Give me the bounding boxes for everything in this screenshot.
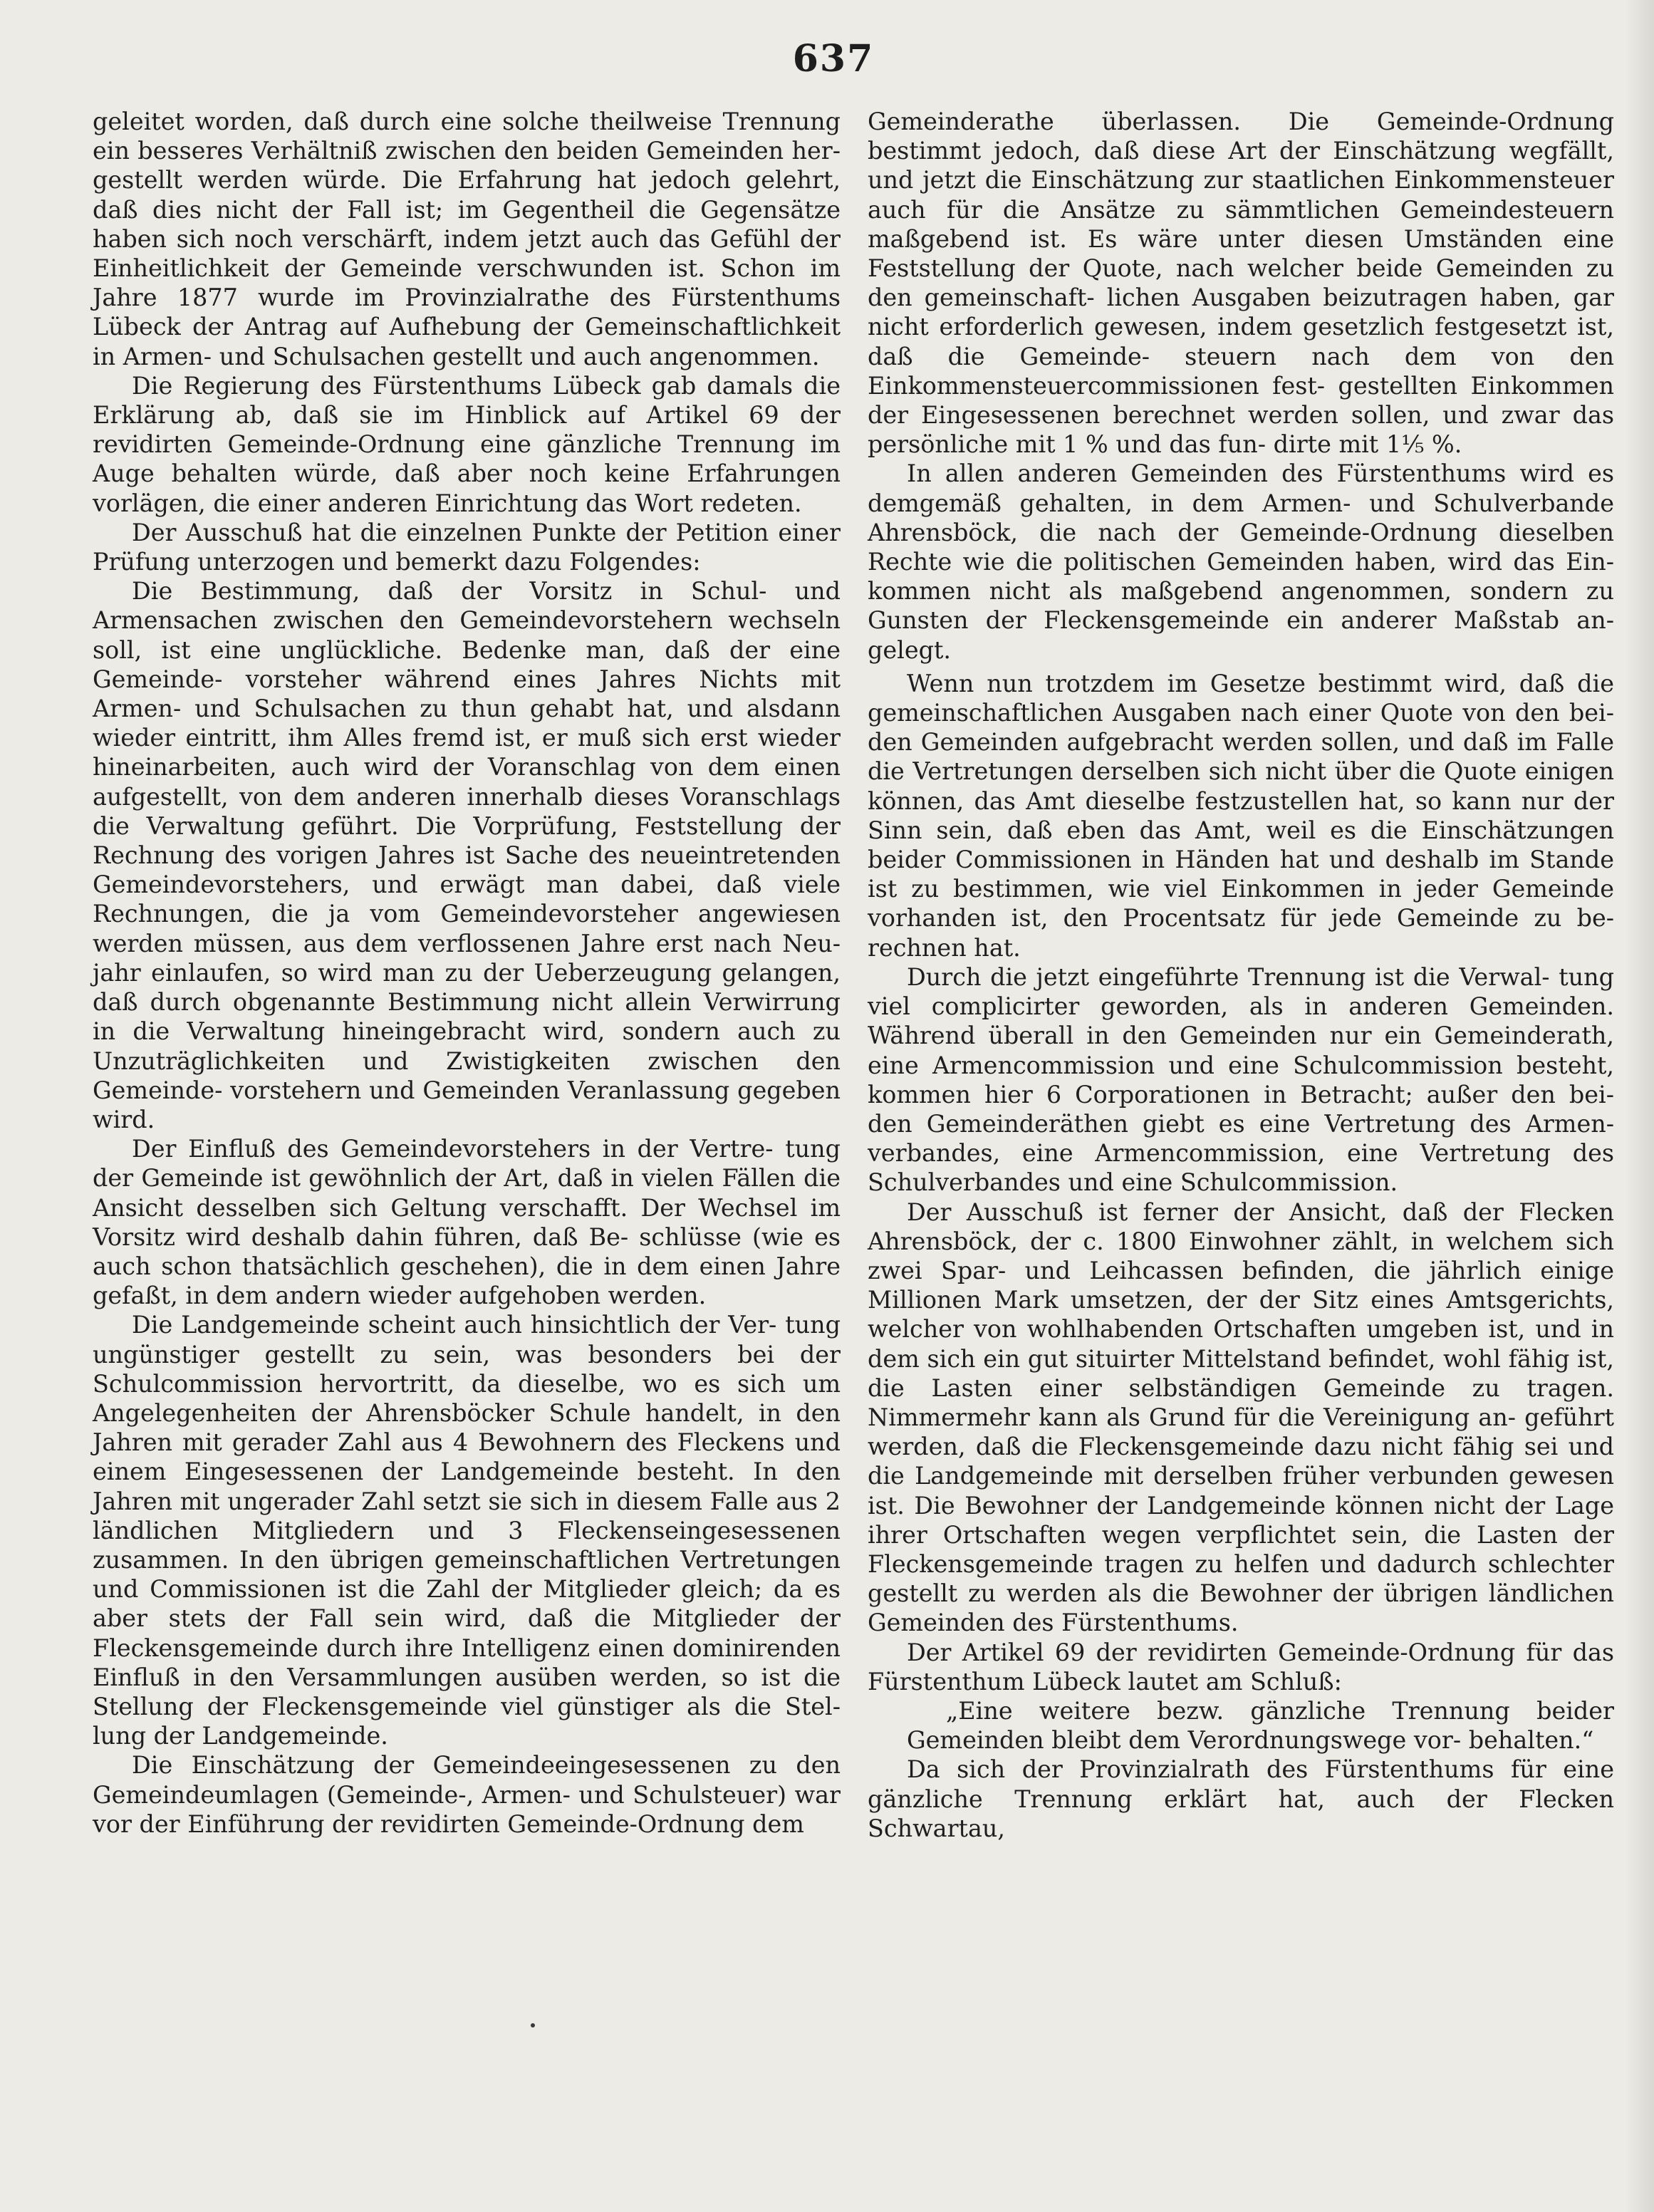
paragraph: Der Ausschuß hat die einzelnen Punkte der Petition einer Prüfung unterzogen und bemerkt dazu Folgendes: [93, 518, 841, 576]
paragraph: Die Bestimmung, daß der Vorsitz in Schul- und Armensachen zwischen den Gemeindevorstehern wechseln soll, ist eine unglückliche. Bedenke man, daß der eine Gemeinde- vorsteher während eines Jahres Nichts mit Armen- und Schulsachen zu thun gehabt hat, und alsdann wieder eintritt, ihm Alles fremd ist, er muß sich erst wieder hineinarbeiten, auch wird der Voranschlag von dem einen aufgestellt, von dem anderen innerhalb dieses Voranschlags die Verwaltung geführt. Die Vorprüfung, Feststellung der Rechnung des vorigen Jahres ist Sache des neueintretenden Gemeindevorstehers, und erwägt man dabei, daß viele Rechnungen, die ja vom Gemeindevorsteher angewiesen werden müssen, aus dem verflossenen Jahre erst nach Neu- jahr einlaufen, so wird man zu der Ueberzeugung gelangen, daß durch obgenannte Bestimmung nicht allein Verwirrung in die Verwaltung hineingebracht wird, sondern auch zu Unzuträglichkeiten und Zwistigkeiten zwischen den Gemeinde- vorstehern und Gemeinden Veranlassung gegeben wird. [93, 577, 841, 1133]
paragraph: Gemeinderathe überlassen. Die Gemeinde-Ordnung bestimmt jedoch, daß diese Art der Einschätzung wegfällt, und jetzt die Einschätzung zur staatlichen Einkommensteuer auch für die Ansätze zu sämmtlichen Gemeindesteuern maßgebend ist. Es wäre unter diesen Umständen eine Feststellung der Quote, nach welcher beide Gemeinden zu den gemeinschaft- lichen Ausgaben beizutragen haben, gar nicht erforderlich gewesen, indem gesetzlich festgesetzt ist, daß die Gemeinde- steuern nach dem von den Einkommensteuercommissionen fest- gestellten Einkommen der Eingesessenen berechnet werden sollen, und zwar das persönliche mit 1 % und das fun- dirte mit 1⅕ %. [868, 108, 1614, 459]
paragraph: Die Regierung des Fürstenthums Lübeck gab damals die Erklärung ab, daß sie im Hinblick auf Artikel 69 der revidirten Gemeinde-Ordnung eine gänzliche Trennung im Auge behalten würde, daß aber noch keine Erfahrungen vorlägen, die einer anderen Einrichtung das Wort redeten. [93, 371, 841, 517]
paragraph: Der Artikel 69 der revidirten Gemeinde-Ordnung für das Fürstenthum Lübeck lautet am Schluß: [868, 1638, 1614, 1696]
paragraph: Da sich der Provinzialrath des Fürstenthums für eine gänzliche Trennung erklärt hat, auch der Flecken Schwartau, [868, 1755, 1614, 1842]
ink-speck [531, 2023, 535, 2027]
right-column [868, 107, 1614, 1843]
left-column [93, 107, 841, 1839]
paragraph: Die Landgemeinde scheint auch hinsichtlich der Ver- tung ungünstiger gestellt zu sein, was besonders bei der Schulcommission hervortritt, da dieselbe, wo es sich um Angelegenheiten der Ahrensböcker Schule handelt, in den Jahren mit gerader Zahl aus 4 Bewohnern des Fleckens und einem Eingesessenen der Landgemeinde besteht. In den Jahren mit ungerader Zahl setzt sie sich in diesem Falle aus 2 ländlichen Mitgliedern und 3 Fleckenseingesessenen zusammen. In den übrigen gemeinschaftlichen Vertretungen und Commissionen ist die Zahl der Mitglieder gleich; da es aber stets der Fall sein wird, daß die Mitglieder der Fleckensgemeinde durch ihre Intelligenz einen dominirenden Einfluß in den Versammlungen ausüben werden, so ist die Stellung der Fleckensgemeinde viel günstiger als die Stel- lung der Landgemeinde. [93, 1311, 841, 1750]
paragraph: Wenn nun trotzdem im Gesetze bestimmt wird, daß die gemeinschaftlichen Ausgaben nach einer Quote von den bei- den Gemeinden aufgebracht werden sollen, und daß im Falle die Vertretungen derselben sich nicht über die Quote einigen können, das Amt dieselbe festzustellen hat, so kann nur der Sinn sein, daß eben das Amt, weil es die Einschätzungen beider Commissionen in Händen hat und deshalb im Stande ist zu bestimmen, wie viel Einkommen in jeder Gemeinde vorhanden ist, den Procentsatz für jede Gemeinde zu be- rechnen hat. [868, 669, 1614, 962]
page-number: 637 [792, 37, 875, 81]
block-quote: „Eine weitere bezw. gänzliche Trennung beider Gemeinden bleibt dem Verordnungswege vor- behalten.“ [907, 1696, 1614, 1755]
paragraph: Der Ausschuß ist ferner der Ansicht, daß der Flecken Ahrensböck, der c. 1800 Einwohner zählt, in welchem sich zwei Spar- und Leihcassen befinden, die jährlich einige Millionen Mark umsetzen, der der Sitz eines Amtsgerichts, welcher von wohlhabenden Ortschaften umgeben ist, und in dem sich ein gut situirter Mittelstand befindet, wohl fähig ist, die Lasten einer selbständigen Gemeinde zu tragen. Nimmermehr kann als Grund für die Vereinigung an- geführt werden, daß die Fleckensgemeinde dazu nicht fähig sei und die Landgemeinde mit derselben früher verbunden gewesen ist. Die Bewohner der Landgemeinde können nicht der Lage ihrer Ortschaften wegen verpflichtet sein, die Lasten der Fleckensgemeinde tragen zu helfen und dadurch schlechter gestellt zu werden als die Bewohner der übrigen ländlichen Gemeinden des Fürstenthums. [868, 1198, 1614, 1637]
paragraph: Durch die jetzt eingeführte Trennung ist die Verwal- tung viel complicirter geworden, als in anderen Gemeinden. Während überall in den Gemeinden nur ein Gemeinderath, eine Armencommission und eine Schulcommission besteht, kommen hier 6 Corporationen in Betracht; außer den bei- den Gemeinderäthen giebt es eine Vertretung des Armen- verbandes, eine Armencommission, eine Vertretung des Schulverbandes und eine Schulcommission. [868, 962, 1614, 1197]
paragraph: Der Einfluß des Gemeindevorstehers in der Vertre- tung der Gemeinde ist gewöhnlich der Art, daß in vielen Fällen die Ansicht desselben sich Geltung verschafft. Der Wechsel im Vorsitz wird deshalb dahin führen, daß Be- schlüsse (wie es auch schon thatsächlich geschehen), die in dem einen Jahre gefaßt, in dem andern wieder aufgehoben werden. [93, 1135, 841, 1310]
paragraph: In allen anderen Gemeinden des Fürstenthums wird es demgemäß gehalten, in dem Armen- und Schulverbande Ahrensböck, die nach der Gemeinde-Ordnung dieselben Rechte wie die politischen Gemeinden haben, wird das Ein- kommen nicht als maßgebend angenommen, sondern zu Gunsten der Fleckensgemeinde ein anderer Maßstab an- gelegt. [868, 459, 1614, 664]
paragraph: geleitet worden, daß durch eine solche theilweise Trennung ein besseres Verhältniß zwischen den beiden Gemeinden her- gestellt werden würde. Die Erfahrung hat jedoch gelehrt, daß dies nicht der Fall ist; im Gegentheil die Gegensätze haben sich noch verschärft, indem jetzt auch das Gefühl der Einheitlichkeit der Gemeinde verschwunden ist. Schon im Jahre 1877 wurde im Provinzialrathe des Fürstenthums Lübeck der Antrag auf Aufhebung der Gemeinschaftlichkeit in Armen- und Schulsachen gestellt und auch angenommen. [93, 108, 841, 370]
page-edge-shadow [1626, 0, 1654, 2212]
paragraph: Die Einschätzung der Gemeindeeingesessenen zu den Gemeindeumlagen (Gemeinde-, Armen- und Schulsteuer) war vor der Einführung der revidirten Gemeinde-Ordnung dem [93, 1751, 841, 1838]
